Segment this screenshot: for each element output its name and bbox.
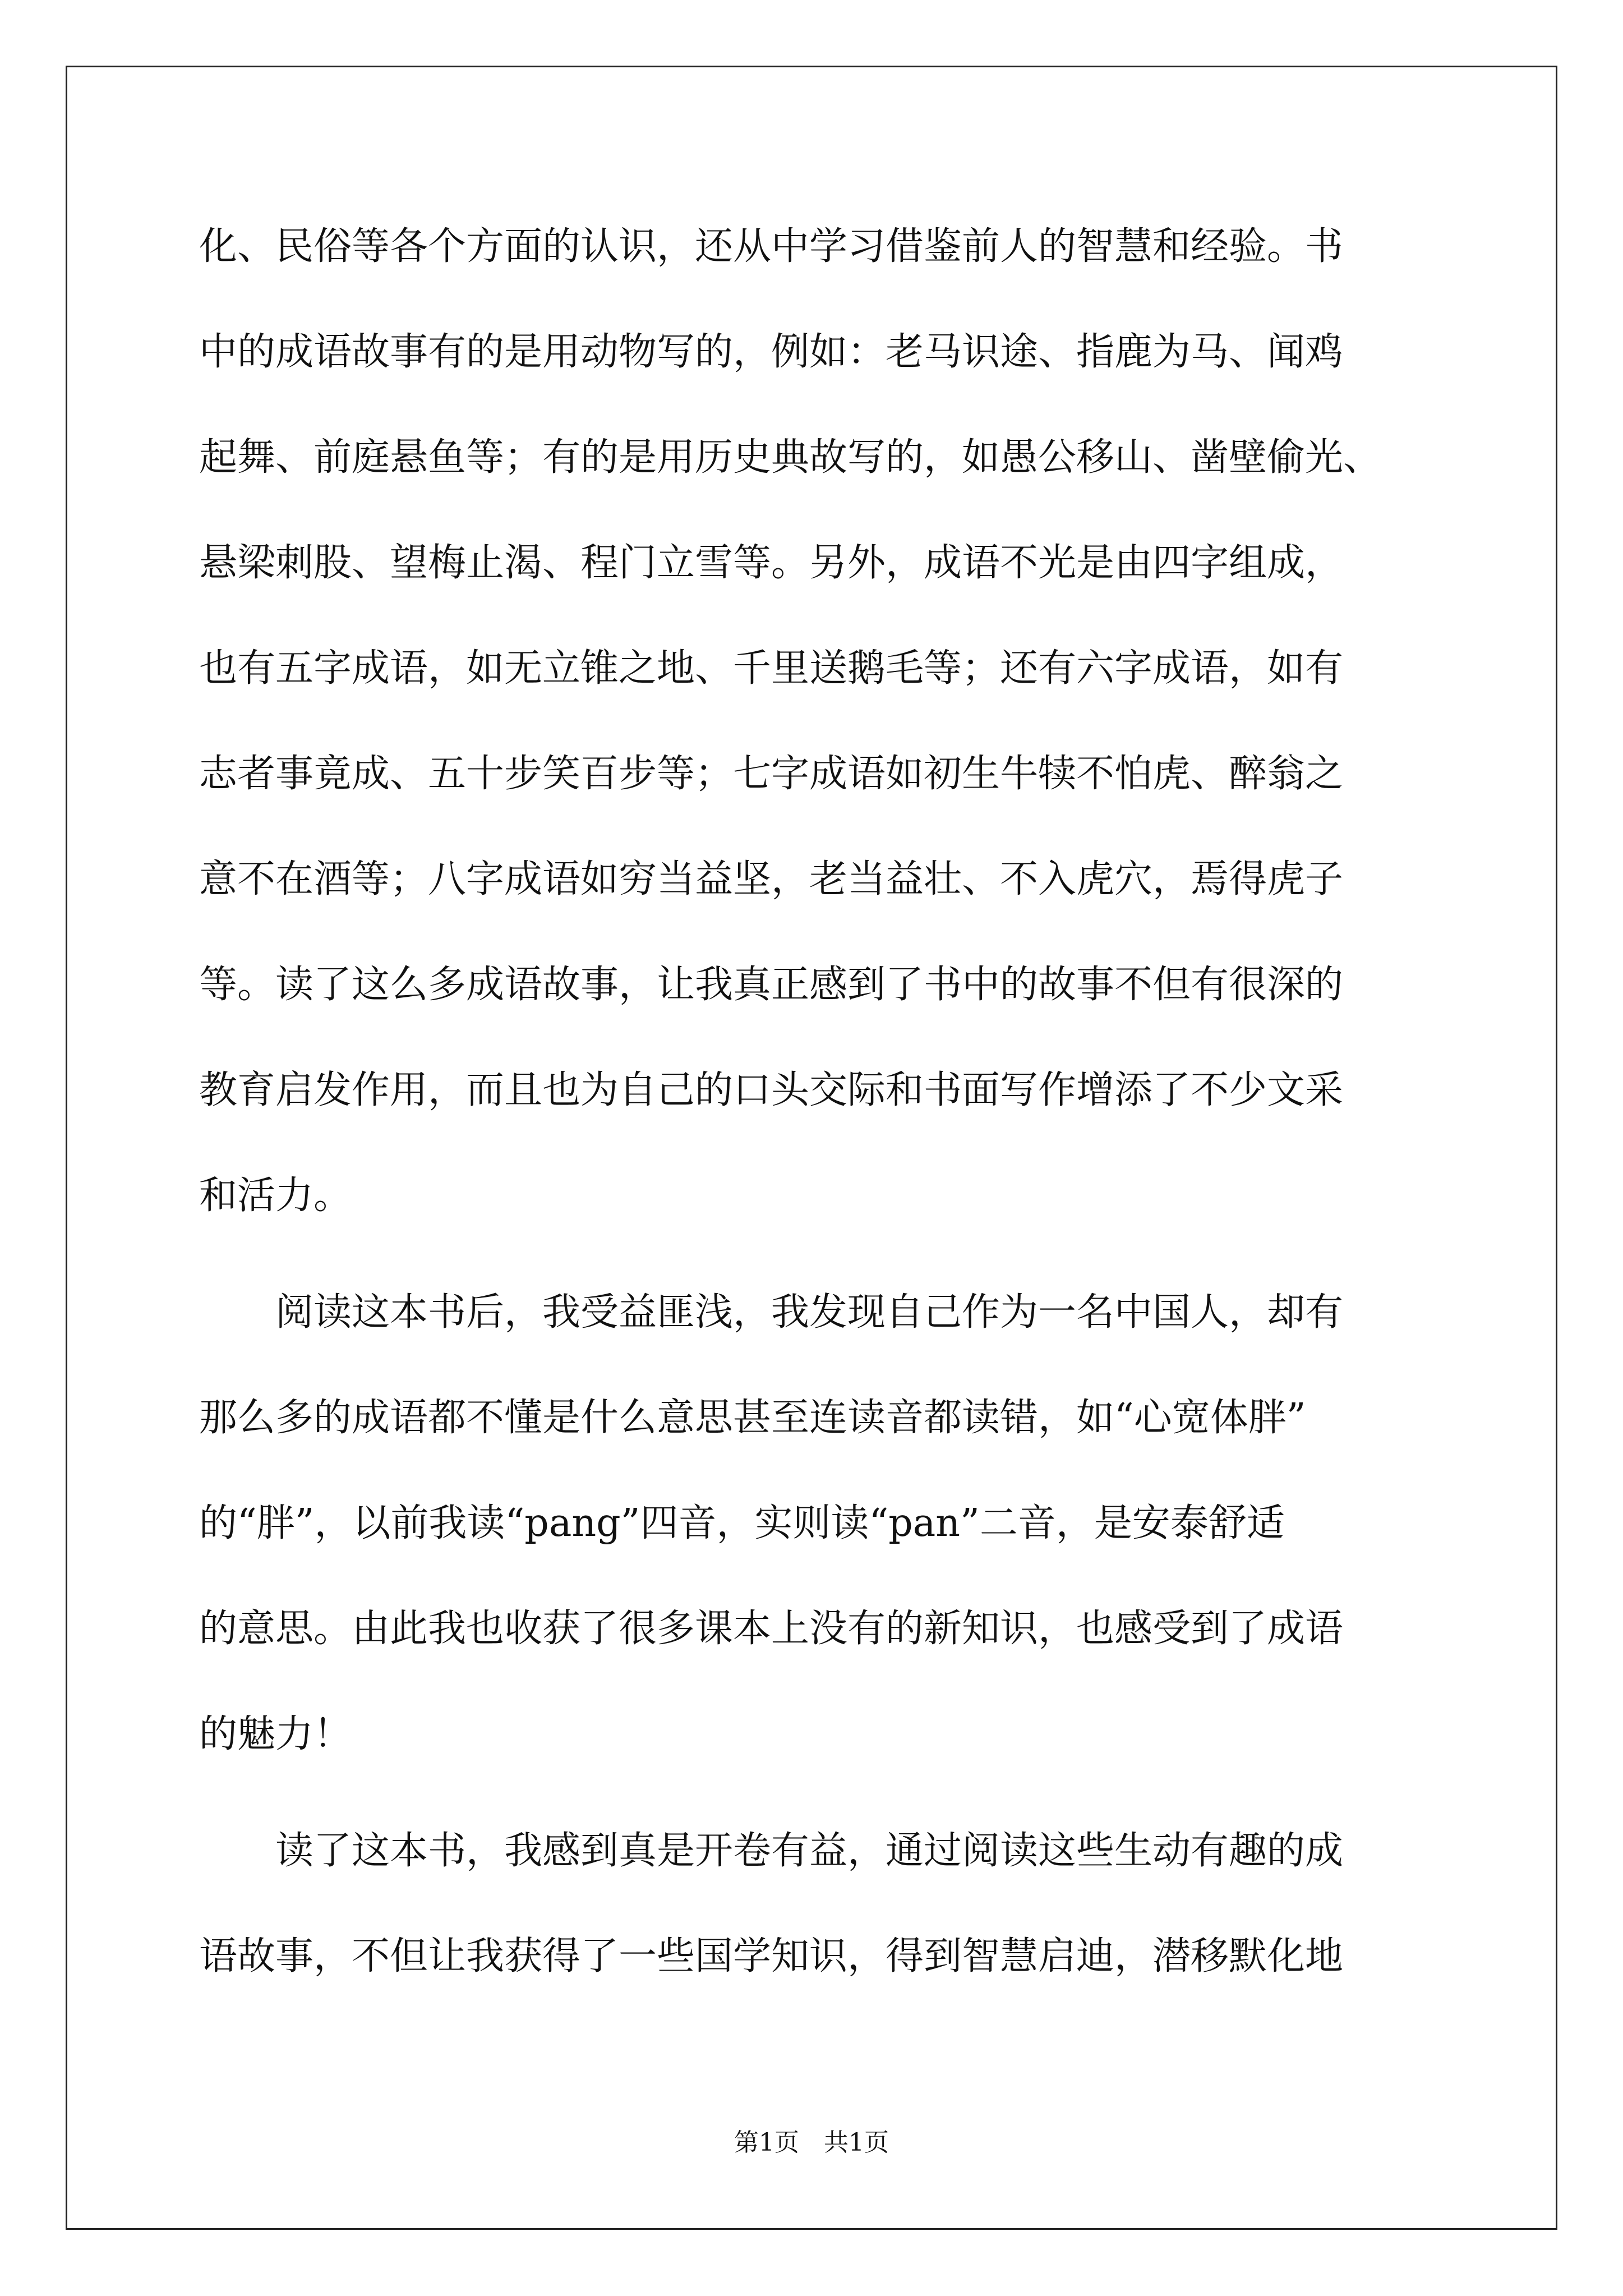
text-line: 的魅力！	[199, 1712, 352, 1756]
text-line: 语故事，不但让我获得了一些国学知识，得到智慧启迪，潜移默化地	[199, 1934, 1344, 1978]
text-line: 志者事竟成、五十步笑百步等；七字成语如初生牛犊不怕虎、醉翁之	[199, 752, 1344, 796]
paragraph-first-line: 阅读这本书后，我受益匪浅，我发现自己作为一名中国人，却有	[199, 1290, 1344, 1335]
text-line: 中的成语故事有的是用动物写的，例如：老马识途、指鹿为马、闻鸡	[199, 330, 1344, 374]
text-line: 的“胖”，以前我读“pang”四音，实则读“pan”二音，是安泰舒适	[199, 1501, 1285, 1545]
text-line: 和活力。	[199, 1174, 352, 1218]
text-line: 那么多的成语都不懂是什么意思甚至连读音都读错，如“心宽体胖”	[199, 1396, 1306, 1440]
text-line: 悬梁刺股、望梅止渴、程门立雪等。另外，成语不光是由四字组成，	[199, 541, 1344, 585]
text-line: 起舞、前庭悬鱼等；有的是用历史典故写的，如愚公移山、凿壁偷光、	[199, 435, 1382, 480]
paragraph-first-line: 读了这本书，我感到真是开卷有益，通过阅读这些生动有趣的成	[199, 1829, 1344, 1873]
text-line: 化、民俗等各个方面的认识，还从中学习借鉴前人的智慧和经验。书	[199, 224, 1344, 269]
page-number-footer: 第1页 共1页	[734, 2128, 889, 2157]
text-line: 也有五字成语，如无立锥之地、千里送鹅毛等；还有六字成语，如有	[199, 646, 1344, 691]
text-line: 意不在酒等；八字成语如穷当益坚，老当益壮、不入虎穴，焉得虎子	[199, 857, 1344, 901]
page-border	[66, 66, 1557, 2230]
text-line: 等。读了这么多成语故事，让我真正感到了书中的故事不但有很深的	[199, 963, 1344, 1007]
text-line: 的意思。由此我也收获了很多课本上没有的新知识，也感受到了成语	[199, 1607, 1344, 1651]
text-line: 教育启发作用，而且也为自己的口头交际和书面写作增添了不少文采	[199, 1068, 1344, 1112]
